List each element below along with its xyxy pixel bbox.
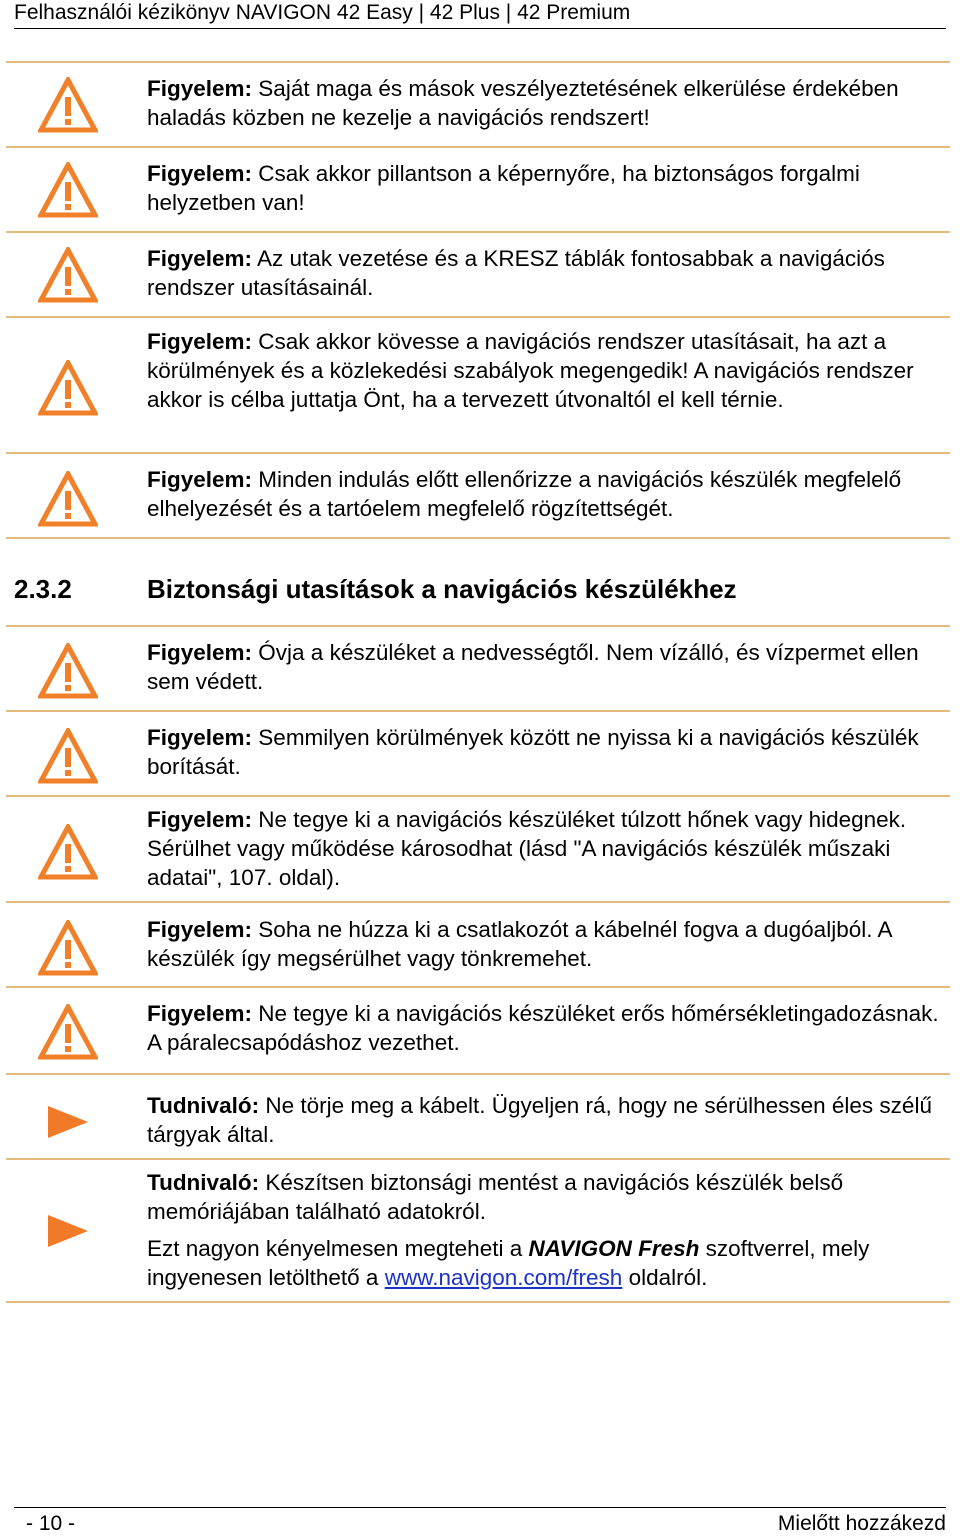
warning-row	[6, 712, 950, 796]
section-title: Biztonsági utasítások a navigációs készülékhez	[147, 574, 737, 604]
divider	[6, 537, 950, 539]
warning-row	[6, 63, 950, 147]
warning-row	[6, 318, 950, 452]
warning-text	[147, 638, 947, 696]
warning-message: Az utak vezetése és a KRESZ táblák fontosabbak a navigációs rendszer utasításainál.	[147, 246, 885, 300]
note-extra-text: Ezt nagyon kényelmesen megteheti a	[147, 1236, 523, 1261]
note-extra-text: szoftverrel, mely ingyenesen letölthető a	[147, 1236, 870, 1290]
warning-label: Figyelem:	[147, 329, 253, 354]
warning-text	[147, 723, 947, 781]
warning-message: Csak akkor pillantson a képernyőre, ha biztonságos forgalmi helyzetben van!	[147, 161, 860, 215]
note-extra-text: oldalról.	[628, 1265, 708, 1290]
divider	[6, 1301, 950, 1303]
warning-label: Figyelem:	[147, 467, 253, 492]
note-text	[147, 1091, 947, 1149]
warning-label: Figyelem:	[147, 161, 253, 186]
warning-message: Óvja a készüléket a nedvességtől. Nem vízálló, és vízpermet ellen sem védett.	[147, 640, 919, 694]
warning-label: Figyelem:	[147, 76, 253, 101]
note-row	[6, 1075, 950, 1159]
note-label: Tudnivaló:	[147, 1170, 260, 1195]
warning-label: Figyelem:	[147, 917, 253, 942]
warning-message: Ne tegye ki a navigációs készüléket erős hőmérsékletingadozásnak. A páralecsapódáshoz vezethet.	[147, 1001, 939, 1055]
warning-text	[147, 74, 947, 132]
warning-label: Figyelem:	[147, 807, 253, 832]
warning-triangle-icon	[6, 797, 130, 907]
arrow-right-icon	[6, 1075, 130, 1169]
arrow-right-icon	[6, 1160, 130, 1302]
warning-text	[147, 159, 947, 217]
warning-message: Saját maga és mások veszélyeztetésének elkerülése érdekében haladás közben ne kezelje a navigációs rendszert!	[147, 76, 899, 130]
note-message: Ne törje meg a kábelt. Ügyeljen rá, hogy ne sérülhessen éles szélű tárgyak által.	[147, 1093, 932, 1147]
warning-message: Ne tegye ki a navigációs készüléket túlzott hőnek vagy hidegnek. Sérülhet vagy működése károsodhat (lásd "A navigációs készülék műszaki adatai", 107. oldal).	[147, 807, 907, 890]
warning-text	[147, 327, 947, 414]
header-title: Felhasználói kézikönyv NAVIGON 42 Easy | 42 Plus | 42 Premium	[14, 1, 631, 24]
note-message: Készítsen biztonsági mentést a navigációs készülék belső memóriájában található adatokról.	[147, 1170, 844, 1224]
warning-row	[6, 627, 950, 711]
warning-message: Soha ne húzza ki a csatlakozót a kábelnél fogva a dugóaljból. A készülék így megsérülhet vagy tönkremehet.	[147, 917, 892, 971]
warning-triangle-icon	[6, 148, 130, 232]
section-number: 2.3.2	[14, 574, 72, 604]
warning-label: Figyelem:	[147, 640, 253, 665]
warning-triangle-icon	[6, 454, 130, 544]
warning-triangle-icon	[6, 903, 130, 993]
warning-row	[6, 797, 950, 901]
warning-text	[147, 465, 947, 523]
warning-triangle-icon	[6, 63, 130, 147]
note-label: Tudnivaló:	[147, 1093, 260, 1118]
warning-triangle-icon	[6, 712, 130, 800]
warning-text	[147, 999, 947, 1057]
warning-label: Figyelem:	[147, 246, 253, 271]
chapter-name: Mielőtt hozzákezd	[777, 1512, 946, 1535]
warning-text	[147, 805, 947, 892]
warning-row	[6, 454, 950, 538]
warning-row	[6, 988, 950, 1072]
warning-label: Figyelem:	[147, 1001, 253, 1026]
note-extra	[147, 1234, 947, 1292]
note-row	[6, 1160, 950, 1300]
warning-message: Semmilyen körülmények között ne nyissa ki a navigációs készülék borítását.	[147, 725, 919, 779]
navigon-fresh-link[interactable]: www.navigon.com/fresh	[384, 1265, 623, 1290]
brand-name: NAVIGON Fresh	[528, 1236, 700, 1261]
note-text	[147, 1168, 947, 1226]
warning-row	[6, 233, 950, 317]
warning-triangle-icon	[6, 627, 130, 715]
page-footer	[14, 1507, 946, 1534]
warning-text	[147, 915, 947, 973]
warning-triangle-icon	[6, 233, 130, 317]
warning-row	[6, 903, 950, 987]
page-number: - 10 -	[26, 1512, 76, 1535]
page-header	[14, 0, 946, 29]
warning-message: Csak akkor kövesse a navigációs rendszer utasításait, ha azt a körülmények és a közlekedési szabályok megengedik! A navigációs rendszer akkor is célba juttatja Önt, ha a tervezett útvonaltól el kell térnie.	[147, 329, 914, 412]
warning-label: Figyelem:	[147, 725, 253, 750]
warning-triangle-icon	[6, 988, 130, 1076]
warning-message: Minden indulás előtt ellenőrizze a navigációs készülék megfelelő elhelyezését és a tartóelem megfelelő rögzítettségét.	[147, 467, 902, 521]
warning-text	[147, 244, 947, 302]
warning-triangle-icon	[6, 318, 130, 458]
warning-row	[6, 148, 950, 232]
